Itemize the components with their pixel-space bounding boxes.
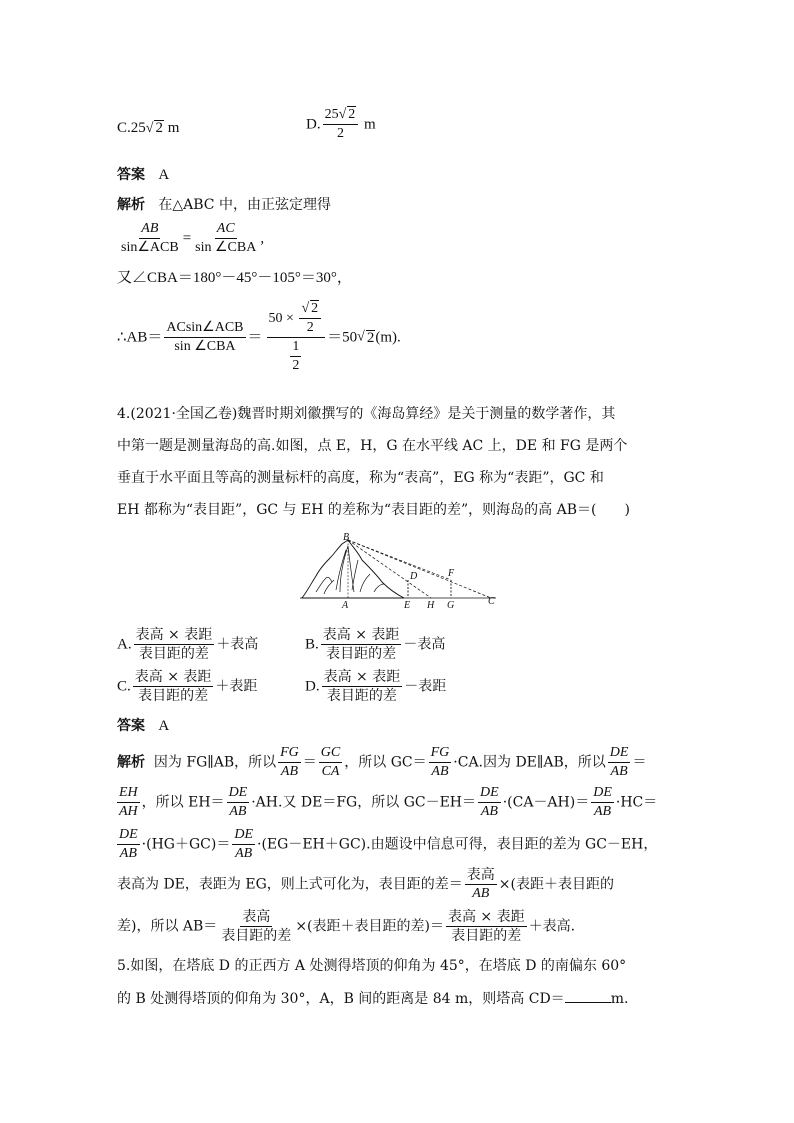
sol1-text-a: 因为 FG∥AB，所以 bbox=[153, 754, 277, 771]
q4-option-d-label: D. bbox=[305, 678, 320, 695]
q5-line-2 bbox=[117, 988, 628, 1009]
sol4-text-a: 表高为 DE，表距为 EG，则上式可化为，表目距的差＝ bbox=[117, 876, 463, 893]
frac bbox=[429, 744, 452, 781]
frac bbox=[465, 866, 497, 903]
frac-den: AB bbox=[480, 804, 498, 819]
q4-solution-line-2 bbox=[117, 784, 657, 821]
frac-den: AB bbox=[431, 764, 449, 779]
frac-den: AB bbox=[472, 886, 490, 901]
frac-num: DE bbox=[232, 826, 255, 845]
island-figure bbox=[296, 532, 506, 612]
sol5-text-c: ＋表高. bbox=[528, 918, 576, 935]
sqrt2-over-2 bbox=[299, 300, 321, 337]
frac-den: AB bbox=[280, 764, 299, 779]
frac-den: AB bbox=[594, 804, 612, 819]
one-half bbox=[290, 338, 301, 375]
q4-option-c-label: C. bbox=[117, 678, 131, 695]
frac bbox=[608, 744, 631, 781]
sol2-text-c: ·(CA－AH)＝ bbox=[502, 794, 590, 811]
option-d-radicand: 2 bbox=[348, 107, 356, 122]
q4-solution-line-3 bbox=[117, 826, 657, 863]
q4-option-a-tail: ＋表高 bbox=[216, 636, 259, 653]
frac-num: GC bbox=[319, 744, 342, 763]
frac bbox=[278, 744, 301, 781]
sine-law-num-1: AB bbox=[139, 220, 160, 239]
q5-unit: m. bbox=[610, 991, 629, 1007]
q4-option-b bbox=[305, 626, 445, 663]
sol5-text-a: 差)，所以 AB＝ bbox=[117, 918, 218, 935]
sol1-text-c: ·CA.因为 DE∥AB，所以 bbox=[453, 754, 606, 771]
sol2-text-a: ，所以 EH＝ bbox=[141, 794, 225, 811]
sqrt2-den: 2 bbox=[306, 320, 314, 335]
sine-law-den-2: sin ∠CBA bbox=[195, 240, 257, 255]
q4-option-b-tail: －表高 bbox=[403, 636, 446, 653]
option-d bbox=[306, 106, 376, 143]
q4-option-a bbox=[117, 626, 258, 663]
frac-num: DE bbox=[227, 784, 250, 803]
option-c bbox=[117, 118, 179, 139]
answer-blank[interactable] bbox=[565, 988, 611, 1003]
q4-option-a-label: A. bbox=[117, 636, 132, 653]
island-hatching bbox=[316, 546, 384, 594]
q3-solution-intro bbox=[117, 195, 331, 215]
island-outline bbox=[302, 540, 404, 598]
sqrt-icon: √ bbox=[338, 107, 347, 122]
answer-label: 答案 bbox=[117, 718, 145, 734]
q4-option-c-tail: ＋表距 bbox=[215, 678, 258, 695]
result-den: sin ∠CBA bbox=[174, 339, 236, 354]
sol4-text-b: ×(表距＋表目距的 bbox=[498, 876, 614, 893]
q4-option-c-den: 表目距的差 bbox=[138, 688, 209, 704]
q4-option-d-den: 表目距的差 bbox=[326, 688, 397, 704]
q4-option-d-tail: －表距 bbox=[404, 678, 447, 695]
frac bbox=[117, 826, 140, 863]
answer-value: A bbox=[158, 718, 170, 734]
label-g: G bbox=[447, 600, 455, 611]
solution-label: 解析 bbox=[117, 754, 145, 771]
result-final-radicand: 2 bbox=[366, 329, 375, 346]
frac-num: EH bbox=[117, 784, 140, 803]
q4-solution-line-4 bbox=[117, 866, 614, 903]
sqrt-icon: √ bbox=[145, 121, 154, 136]
frac bbox=[446, 908, 527, 945]
result-formula bbox=[117, 300, 401, 375]
q4-option-b-num: 表高 × 表距 bbox=[322, 627, 400, 643]
result-final: ＝50 bbox=[327, 329, 358, 346]
sine-law-frac-1 bbox=[119, 220, 181, 257]
sine-law-den-1: sin∠ACB bbox=[121, 240, 179, 255]
q5-line-2-text: 的 B 处测得塔顶的仰角为 30°，A，B 间的距离是 84 m，则塔高 CD＝ bbox=[117, 991, 565, 1007]
label-a: A bbox=[342, 600, 349, 611]
frac-num: FG bbox=[278, 744, 301, 763]
option-d-den: 2 bbox=[336, 126, 344, 141]
frac-den: CA bbox=[321, 764, 340, 779]
q4-option-a-den: 表目距的差 bbox=[138, 646, 209, 662]
label-e: E bbox=[404, 600, 411, 611]
q4-answer bbox=[117, 716, 169, 736]
option-c-label: C. bbox=[117, 120, 131, 136]
sol1-text-b: ，所以 GC＝ bbox=[344, 754, 427, 771]
frac bbox=[478, 784, 501, 821]
result-final-unit: (m). bbox=[375, 329, 401, 346]
frac-den: AB bbox=[235, 846, 253, 861]
q4-option-d-frac bbox=[322, 668, 403, 705]
sine-law-end: , bbox=[260, 230, 265, 247]
solution-label: 解析 bbox=[117, 197, 145, 213]
option-c-unit: m bbox=[167, 120, 180, 136]
frac-den: AB bbox=[610, 764, 628, 779]
frac bbox=[227, 784, 250, 821]
option-c-radicand: 2 bbox=[155, 120, 163, 136]
frac-num: 表高 × 表距 bbox=[447, 909, 525, 925]
frac-num: DE bbox=[478, 784, 501, 803]
q4-option-c-frac bbox=[133, 668, 214, 705]
sol5-text-b: ×(表距＋表目距的差)＝ bbox=[295, 918, 444, 935]
q4-solution-line-5 bbox=[117, 908, 575, 945]
complex-den bbox=[286, 338, 305, 375]
sol3-text-a: ·(HG＋GC)＝ bbox=[141, 836, 231, 853]
frac-num: DE bbox=[591, 784, 614, 803]
sight-line-to-f bbox=[348, 540, 451, 580]
option-d-unit: m bbox=[364, 116, 376, 133]
label-b: B bbox=[343, 532, 350, 543]
sine-law-num-2: AC bbox=[215, 220, 237, 239]
sol1-text-d: ＝ bbox=[632, 754, 647, 771]
q4-option-b-den: 表目距的差 bbox=[326, 646, 397, 662]
q5-line-1: 5.如图，在塔底 D 的正西方 A 处测得塔顶的仰角为 45°，在塔底 D 的南偏东 60° bbox=[117, 958, 627, 974]
frac bbox=[232, 826, 255, 863]
frac-num: 表高 bbox=[242, 909, 271, 925]
sight-line-to-c bbox=[348, 540, 491, 598]
sqrt2-radicand: 2 bbox=[311, 301, 319, 316]
sol2-text-b: ·AH.又 DE＝FG，所以 GC－EH＝ bbox=[251, 794, 477, 811]
q4-line-4: EH 都称为“表目距”，GC 与 EH 的差称为“表目距的差”，则海岛的高 AB＝( ) bbox=[117, 502, 630, 518]
q3-answer bbox=[117, 165, 169, 185]
option-d-label: D. bbox=[306, 116, 321, 133]
complex-num-text: 50 × bbox=[268, 310, 294, 326]
frac-num: 表高 bbox=[466, 867, 495, 883]
q4-option-a-num: 表高 × 表距 bbox=[135, 627, 213, 643]
answer-value: A bbox=[158, 167, 170, 183]
one-half-num: 1 bbox=[290, 338, 301, 357]
solution-intro-text: 在△ABC 中，由正弦定理得 bbox=[158, 197, 331, 213]
frac bbox=[117, 784, 140, 821]
frac-den: 表目距的差 bbox=[451, 928, 522, 944]
frac bbox=[319, 744, 342, 781]
option-d-num: 25 bbox=[324, 107, 339, 122]
frac bbox=[219, 908, 293, 945]
sine-law-formula bbox=[117, 220, 264, 257]
sine-law-frac-2 bbox=[193, 220, 258, 257]
answer-label: 答案 bbox=[117, 167, 145, 183]
frac-num: DE bbox=[117, 826, 140, 845]
result-frac bbox=[164, 319, 245, 356]
frac-num: DE bbox=[608, 744, 631, 763]
result-complex-frac bbox=[267, 300, 326, 375]
frac-den: AB bbox=[119, 846, 137, 861]
sqrt-icon: √ bbox=[357, 329, 365, 345]
q4-option-c-num: 表高 × 表距 bbox=[134, 669, 212, 685]
frac bbox=[591, 784, 614, 821]
one-half-den: 2 bbox=[292, 358, 300, 373]
q4-line-3: 垂直于水平面且等高的测量标杆的高度，称为“表高”，EG 称为“表距”，GC 和 bbox=[117, 470, 604, 486]
label-f: F bbox=[448, 568, 455, 579]
option-c-value: 25 bbox=[130, 120, 146, 136]
q4-option-d-num: 表高 × 表距 bbox=[323, 669, 401, 685]
frac-den: 表目距的差 bbox=[221, 928, 292, 944]
sine-law-eq: = bbox=[182, 230, 192, 247]
sqrt-icon: √ bbox=[301, 301, 310, 316]
result-eq: ＝ bbox=[247, 329, 263, 346]
frac-den: AB bbox=[229, 804, 247, 819]
result-lhs: ∴AB＝ bbox=[117, 329, 163, 346]
q4-option-b-label: B. bbox=[305, 636, 319, 653]
sol1-eq: ＝ bbox=[302, 754, 317, 771]
q4-option-a-frac bbox=[134, 626, 215, 663]
label-h: H bbox=[427, 600, 435, 611]
q4-option-b-frac bbox=[321, 626, 402, 663]
q4-line-2: 中第一题是测量海岛的高.如图，点 E，H，G 在水平线 AC 上，DE 和 FG 是两个 bbox=[117, 438, 628, 454]
result-num: ACsin∠ACB bbox=[164, 319, 245, 338]
option-d-fraction bbox=[323, 106, 359, 143]
frac-num: FG bbox=[429, 744, 452, 763]
complex-num bbox=[267, 300, 326, 338]
q4-solution-line-1 bbox=[117, 744, 646, 781]
q4-line-1: 4.(2021·全国乙卷)魏晋时期刘徽撰写的《海岛算经》是关于测量的数学著作，其 bbox=[117, 406, 616, 422]
q4-option-c bbox=[117, 668, 257, 705]
label-d: D bbox=[410, 571, 418, 582]
label-c: C bbox=[488, 596, 495, 607]
angle-line: 又∠CBA＝180°－45°－105°＝30°， bbox=[117, 270, 352, 286]
sol2-text-d: ·HC＝ bbox=[615, 794, 658, 811]
frac-den: AH bbox=[119, 804, 138, 819]
q4-option-d bbox=[305, 668, 446, 705]
sol3-text-b: ·(EG－EH＋GC).由题设中信息可得，表目距的差为 GC－EH， bbox=[257, 836, 658, 853]
